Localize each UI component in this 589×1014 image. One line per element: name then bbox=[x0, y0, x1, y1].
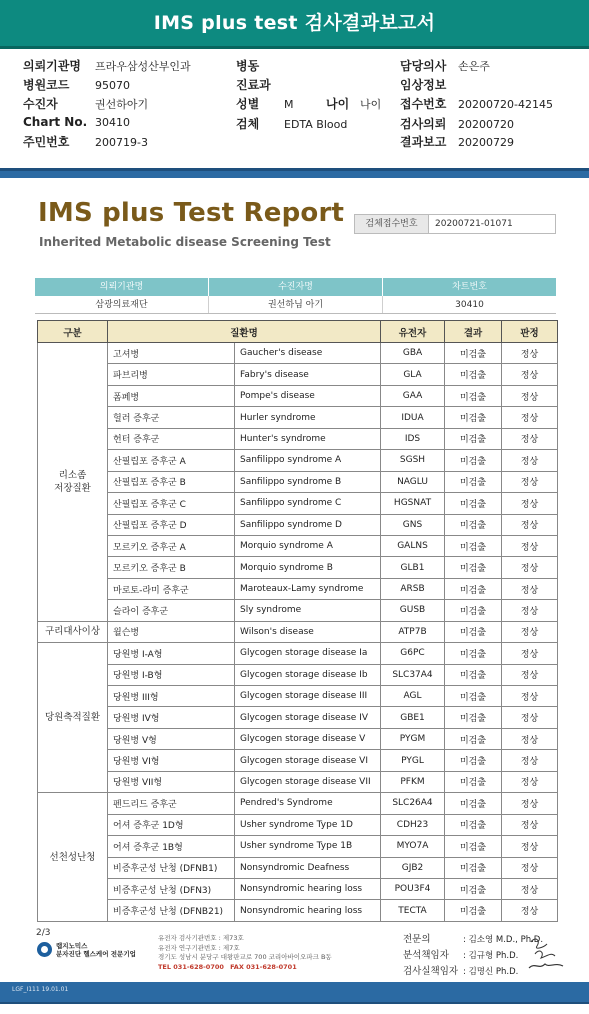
disease-kr-cell: 윌슨병 bbox=[108, 621, 235, 642]
header-category: 구분 bbox=[38, 321, 108, 343]
gene-cell: GALNS bbox=[381, 535, 445, 556]
signer-role: 전문의 bbox=[403, 934, 431, 945]
gene-cell: GLA bbox=[381, 364, 445, 385]
header-field-chart-no bbox=[23, 115, 130, 129]
info-cell: 30410 bbox=[382, 296, 556, 313]
judgment-cell: 정상 bbox=[502, 814, 558, 835]
gene-cell: AGL bbox=[381, 686, 445, 707]
gene-cell: G6PC bbox=[381, 643, 445, 664]
gene-cell: TECTA bbox=[381, 900, 445, 921]
gene-cell: PYGL bbox=[381, 750, 445, 771]
footer-divider bbox=[0, 1002, 589, 1004]
disease-kr-cell: 펜드리드 증후군 bbox=[108, 793, 235, 814]
result-cell: 미검출 bbox=[445, 771, 502, 792]
result-cell: 미검출 bbox=[445, 514, 502, 535]
disease-en-cell: Usher syndrome Type 1D bbox=[235, 814, 381, 835]
field-label: 임상정보 bbox=[400, 78, 447, 92]
disease-en-cell: Pendred's Syndrome bbox=[235, 793, 381, 814]
judgment-cell: 정상 bbox=[502, 535, 558, 556]
receipt-number-value: 20200721-01071 bbox=[435, 219, 513, 229]
disease-en-cell: Glycogen storage disease VII bbox=[235, 771, 381, 792]
gene-cell: CDH23 bbox=[381, 814, 445, 835]
gene-cell: SLC37A4 bbox=[381, 664, 445, 685]
disease-en-cell: Nonsyndromic hearing loss bbox=[235, 878, 381, 899]
result-cell: 미검출 bbox=[445, 857, 502, 878]
field-label: 성별 bbox=[236, 97, 260, 111]
gene-cell: GUSB bbox=[381, 600, 445, 621]
signer-row bbox=[403, 964, 543, 980]
gene-cell: MYO7A bbox=[381, 836, 445, 857]
judgment-cell: 정상 bbox=[502, 643, 558, 664]
header-field-receipt-no bbox=[400, 95, 553, 112]
field-label: 검사의뢰 bbox=[400, 117, 447, 131]
disease-kr-cell: 어셔 증후군 1B형 bbox=[108, 836, 235, 857]
address-line: 경기도 성남시 분당구 대왕판교로 700 코리아바이오파크 B동 bbox=[158, 953, 332, 961]
header-field-patient bbox=[23, 95, 148, 112]
result-row bbox=[38, 514, 558, 535]
gene-cell: SGSH bbox=[381, 450, 445, 471]
field-value: 20200720 bbox=[458, 118, 514, 131]
disease-kr-cell: 비증후군성 난청 (DFNB21) bbox=[108, 900, 235, 921]
judgment-cell: 정상 bbox=[502, 728, 558, 749]
disease-en-cell: Gaucher's disease bbox=[235, 343, 381, 364]
disease-en-cell: Maroteaux-Lamy syndrome bbox=[235, 578, 381, 599]
field-label: 접수번호 bbox=[400, 97, 447, 111]
disease-kr-cell: 헌터 증후군 bbox=[108, 428, 235, 449]
field-value: 20200720-42145 bbox=[458, 98, 553, 111]
header-field-resident-no bbox=[23, 133, 148, 150]
gene-cell: GJB2 bbox=[381, 857, 445, 878]
result-row bbox=[38, 343, 558, 364]
disease-kr-cell: 당원병 I-A형 bbox=[108, 643, 235, 664]
disease-en-cell: Glycogen storage disease VI bbox=[235, 750, 381, 771]
disease-kr-cell: 어셔 증후군 1D형 bbox=[108, 814, 235, 835]
field-label: 나이 bbox=[326, 97, 350, 111]
judgment-cell: 정상 bbox=[502, 771, 558, 792]
results-table bbox=[37, 320, 558, 922]
result-cell: 미검출 bbox=[445, 878, 502, 899]
field-label: 수진자 bbox=[23, 97, 58, 111]
patient-info-table bbox=[35, 278, 556, 314]
result-row bbox=[38, 428, 558, 449]
footer-bar bbox=[0, 982, 589, 1002]
result-row bbox=[38, 557, 558, 578]
gene-cell: PFKM bbox=[381, 771, 445, 792]
disease-en-cell: Sly syndrome bbox=[235, 600, 381, 621]
result-row bbox=[38, 878, 558, 899]
judgment-cell: 정상 bbox=[502, 428, 558, 449]
disease-kr-cell: 비증후군성 난청 (DFN3) bbox=[108, 878, 235, 899]
result-cell: 미검출 bbox=[445, 385, 502, 406]
header-field-specimen bbox=[236, 115, 347, 132]
results-header-row bbox=[38, 321, 558, 343]
disease-en-cell: Glycogen storage disease IV bbox=[235, 707, 381, 728]
result-row bbox=[38, 664, 558, 685]
field-value: 프라우삼성산부인과 bbox=[95, 60, 191, 73]
result-cell: 미검출 bbox=[445, 407, 502, 428]
result-row bbox=[38, 836, 558, 857]
disease-en-cell: Hunter's syndrome bbox=[235, 428, 381, 449]
judgment-cell: 정상 bbox=[502, 750, 558, 771]
header-judgment: 판정 bbox=[502, 321, 558, 343]
header-field-institution bbox=[23, 57, 191, 74]
report-header-title: IMS plus test 검사결과보고서 bbox=[0, 0, 589, 46]
gene-cell: IDUA bbox=[381, 407, 445, 428]
field-value: 20200729 bbox=[458, 136, 514, 149]
result-row bbox=[38, 686, 558, 707]
result-row bbox=[38, 535, 558, 556]
field-value: 권선하아기 bbox=[95, 98, 149, 111]
disease-en-cell: Sanfilippo syndrome D bbox=[235, 514, 381, 535]
gene-cell: IDS bbox=[381, 428, 445, 449]
disease-kr-cell: 모르키오 증후군 B bbox=[108, 557, 235, 578]
contact-line bbox=[158, 963, 332, 973]
result-cell: 미검출 bbox=[445, 686, 502, 707]
disease-kr-cell: 산필립포 증후군 C bbox=[108, 493, 235, 514]
info-cell: 삼광의료재단 bbox=[95, 300, 148, 310]
gene-cell: PYGM bbox=[381, 728, 445, 749]
logo-line: 랩지노믹스 bbox=[56, 942, 88, 950]
header-field-physician bbox=[400, 57, 490, 74]
disease-kr-cell: 마로토-라미 증후군 bbox=[108, 578, 235, 599]
disease-en-cell: Pompe's disease bbox=[235, 385, 381, 406]
gene-cell: ARSB bbox=[381, 578, 445, 599]
judgment-cell: 정상 bbox=[502, 407, 558, 428]
judgment-cell: 정상 bbox=[502, 493, 558, 514]
judgment-cell: 정상 bbox=[502, 664, 558, 685]
disease-kr-cell: 산필립포 증후군 B bbox=[108, 471, 235, 492]
header-result: 결과 bbox=[445, 321, 502, 343]
judgment-cell: 정상 bbox=[502, 836, 558, 857]
disease-kr-cell: 고셔병 bbox=[108, 343, 235, 364]
disease-en-cell: Glycogen storage disease Ia bbox=[235, 643, 381, 664]
disease-en-cell: Sanfilippo syndrome B bbox=[235, 471, 381, 492]
company-logo-icon bbox=[37, 942, 52, 957]
signer-role: 분석책임자 bbox=[403, 950, 449, 961]
tel-number: TEL 031-628-0700 bbox=[158, 962, 224, 971]
field-label: 주민번호 bbox=[23, 135, 70, 149]
disease-kr-cell: 산필립포 증후군 D bbox=[108, 514, 235, 535]
disease-en-cell: Fabry's disease bbox=[235, 364, 381, 385]
license-line: 유전자 연구기관번호 : 제7호 bbox=[158, 943, 240, 952]
judgment-cell: 정상 bbox=[502, 600, 558, 621]
result-cell: 미검출 bbox=[445, 900, 502, 921]
disease-en-cell: Morquio syndrome A bbox=[235, 535, 381, 556]
judgment-cell: 정상 bbox=[502, 900, 558, 921]
field-label: 병동 bbox=[236, 59, 260, 73]
field-label: 의뢰기관명 bbox=[23, 59, 81, 73]
gene-cell: GAA bbox=[381, 385, 445, 406]
gene-cell: GBA bbox=[381, 343, 445, 364]
result-row bbox=[38, 793, 558, 814]
handwritten-signature-icon bbox=[525, 934, 565, 974]
result-row bbox=[38, 621, 558, 642]
result-row bbox=[38, 643, 558, 664]
document-code: LGF_I111 19.01.01 bbox=[12, 986, 69, 993]
field-value: 손은주 bbox=[458, 60, 490, 73]
field-value: 200719-3 bbox=[95, 136, 148, 149]
field-value: 95070 bbox=[95, 79, 130, 92]
field-value: M bbox=[284, 98, 294, 111]
result-row bbox=[38, 900, 558, 921]
judgment-cell: 정상 bbox=[502, 450, 558, 471]
header-field-request-date bbox=[400, 115, 514, 132]
result-row bbox=[38, 450, 558, 471]
result-cell: 미검출 bbox=[445, 621, 502, 642]
header-field-sex bbox=[236, 95, 294, 112]
header-field-hospital-code bbox=[23, 76, 130, 93]
result-row bbox=[38, 364, 558, 385]
disease-en-cell: Hurler syndrome bbox=[235, 407, 381, 428]
info-cell: 권선하님 아기 bbox=[208, 296, 382, 313]
result-row bbox=[38, 385, 558, 406]
disease-en-cell: Wilson's disease bbox=[235, 621, 381, 642]
disease-kr-cell: 모르키오 증후군 A bbox=[108, 535, 235, 556]
judgment-cell: 정상 bbox=[502, 471, 558, 492]
gene-cell: GNS bbox=[381, 514, 445, 535]
judgment-cell: 정상 bbox=[502, 857, 558, 878]
judgment-cell: 정상 bbox=[502, 686, 558, 707]
disease-kr-cell: 당원병 IV형 bbox=[108, 707, 235, 728]
field-label: 검체 bbox=[236, 117, 260, 131]
disease-en-cell: Glycogen storage disease Ib bbox=[235, 664, 381, 685]
result-cell: 미검출 bbox=[445, 707, 502, 728]
info-header-cell: 차트번호 bbox=[382, 278, 556, 296]
result-cell: 미검출 bbox=[445, 557, 502, 578]
result-row bbox=[38, 407, 558, 428]
header-field-report-date bbox=[400, 133, 514, 150]
disease-en-cell: Nonsyndromic Deafness bbox=[235, 857, 381, 878]
disease-kr-cell: 당원병 V형 bbox=[108, 728, 235, 749]
gene-cell: ATP7B bbox=[381, 621, 445, 642]
disease-en-cell: Glycogen storage disease III bbox=[235, 686, 381, 707]
signers bbox=[403, 932, 543, 980]
field-value: EDTA Blood bbox=[284, 118, 348, 131]
header-disease: 질환명 bbox=[108, 321, 381, 343]
report-title: IMS plus Test Report bbox=[38, 198, 345, 228]
signer-row bbox=[403, 948, 543, 964]
signer-role: 검사실책임자 bbox=[403, 966, 459, 977]
field-label: Chart No. bbox=[23, 115, 88, 129]
result-cell: 미검출 bbox=[445, 814, 502, 835]
gene-cell: GLB1 bbox=[381, 557, 445, 578]
result-row bbox=[38, 600, 558, 621]
category-cell: 리소좀 저장질환 bbox=[38, 343, 108, 622]
result-cell: 미검출 bbox=[445, 600, 502, 621]
gene-cell: SLC26A4 bbox=[381, 793, 445, 814]
fax-number: FAX 031-628-0701 bbox=[230, 962, 297, 971]
judgment-cell: 정상 bbox=[502, 364, 558, 385]
judgment-cell: 정상 bbox=[502, 385, 558, 406]
result-cell: 미검출 bbox=[445, 728, 502, 749]
result-cell: 미검출 bbox=[445, 643, 502, 664]
receipt-number-label: 검체접수번호 bbox=[355, 215, 429, 233]
result-cell: 미검출 bbox=[445, 793, 502, 814]
signer-row bbox=[403, 932, 543, 948]
field-label: 담당의사 bbox=[400, 59, 447, 73]
patient-info-row bbox=[35, 296, 556, 314]
section-band bbox=[0, 171, 589, 178]
result-cell: 미검출 bbox=[445, 493, 502, 514]
judgment-cell: 정상 bbox=[502, 514, 558, 535]
report-subtitle: Inherited Metabolic disease Screening Test bbox=[39, 235, 331, 249]
license-info bbox=[158, 934, 332, 972]
disease-kr-cell: 당원병 III형 bbox=[108, 686, 235, 707]
category-cell: 구리대사이상 bbox=[38, 621, 108, 642]
header-field-department bbox=[236, 76, 271, 93]
disease-kr-cell: 슬라이 증후군 bbox=[108, 600, 235, 621]
result-row bbox=[38, 771, 558, 792]
category-cell: 당원축적질환 bbox=[38, 643, 108, 793]
field-value: 30410 bbox=[95, 116, 130, 129]
result-row bbox=[38, 493, 558, 514]
result-row bbox=[38, 578, 558, 599]
result-cell: 미검출 bbox=[445, 343, 502, 364]
field-value: 나이 bbox=[360, 98, 382, 111]
disease-kr-cell: 당원병 VII형 bbox=[108, 771, 235, 792]
result-row bbox=[38, 707, 558, 728]
category-cell: 선천성난청 bbox=[38, 793, 108, 922]
results-body bbox=[38, 343, 558, 922]
header-divider bbox=[0, 46, 589, 49]
result-row bbox=[38, 750, 558, 771]
result-row bbox=[38, 814, 558, 835]
disease-kr-cell: 폼페병 bbox=[108, 385, 235, 406]
judgment-cell: 정상 bbox=[502, 343, 558, 364]
result-cell: 미검출 bbox=[445, 471, 502, 492]
field-label: 결과보고 bbox=[400, 135, 447, 149]
result-cell: 미검출 bbox=[445, 578, 502, 599]
receipt-number-box bbox=[354, 214, 556, 234]
signer-name: : 김규형 Ph.D. bbox=[463, 951, 519, 961]
disease-kr-cell: 헐러 증후군 bbox=[108, 407, 235, 428]
patient-info-header bbox=[35, 278, 556, 296]
disease-kr-cell: 비증후군성 난청 (DFNB1) bbox=[108, 857, 235, 878]
disease-en-cell: Sanfilippo syndrome C bbox=[235, 493, 381, 514]
logo-line: 분자진단 헬스케어 전문기업 bbox=[56, 950, 136, 958]
result-cell: 미검출 bbox=[445, 750, 502, 771]
result-row bbox=[38, 857, 558, 878]
disease-kr-cell: 산필립포 증후군 A bbox=[108, 450, 235, 471]
company-logo-text bbox=[56, 942, 136, 958]
judgment-cell: 정상 bbox=[502, 793, 558, 814]
gene-cell: NAGLU bbox=[381, 471, 445, 492]
result-cell: 미검출 bbox=[445, 535, 502, 556]
header-field-ward bbox=[236, 57, 259, 74]
gene-cell: POU3F4 bbox=[381, 878, 445, 899]
result-cell: 미검출 bbox=[445, 428, 502, 449]
judgment-cell: 정상 bbox=[502, 621, 558, 642]
judgment-cell: 정상 bbox=[502, 578, 558, 599]
result-cell: 미검출 bbox=[445, 664, 502, 685]
gene-cell: GBE1 bbox=[381, 707, 445, 728]
signer-name: : 김소영 M.D., Ph.D. bbox=[463, 935, 544, 945]
header-field-clinical-info bbox=[400, 76, 446, 93]
disease-kr-cell: 당원병 I-B형 bbox=[108, 664, 235, 685]
disease-en-cell: Usher syndrome Type 1B bbox=[235, 836, 381, 857]
result-cell: 미검출 bbox=[445, 836, 502, 857]
field-label: 진료과 bbox=[236, 78, 271, 92]
disease-en-cell: Nonsyndromic hearing loss bbox=[235, 900, 381, 921]
signer-name: : 김명신 Ph.D. bbox=[463, 967, 519, 977]
field-label: 병원코드 bbox=[23, 78, 70, 92]
header-field-age bbox=[326, 95, 381, 112]
disease-en-cell: Morquio syndrome B bbox=[235, 557, 381, 578]
judgment-cell: 정상 bbox=[502, 557, 558, 578]
header-gene: 유전자 bbox=[381, 321, 445, 343]
result-row bbox=[38, 728, 558, 749]
disease-kr-cell: 당원병 VI형 bbox=[108, 750, 235, 771]
judgment-cell: 정상 bbox=[502, 707, 558, 728]
disease-en-cell: Sanfilippo syndrome A bbox=[235, 450, 381, 471]
info-header-cell: 의뢰기관명 bbox=[99, 282, 144, 292]
result-cell: 미검출 bbox=[445, 450, 502, 471]
disease-en-cell: Glycogen storage disease V bbox=[235, 728, 381, 749]
result-cell: 미검출 bbox=[445, 364, 502, 385]
result-row bbox=[38, 471, 558, 492]
info-header-cell: 수진자명 bbox=[208, 278, 382, 296]
page-number: 2/3 bbox=[36, 928, 51, 938]
license-line: 유전자 검사기관번호 : 제73호 bbox=[158, 934, 244, 942]
disease-kr-cell: 파브리병 bbox=[108, 364, 235, 385]
gene-cell: HGSNAT bbox=[381, 493, 445, 514]
judgment-cell: 정상 bbox=[502, 878, 558, 899]
